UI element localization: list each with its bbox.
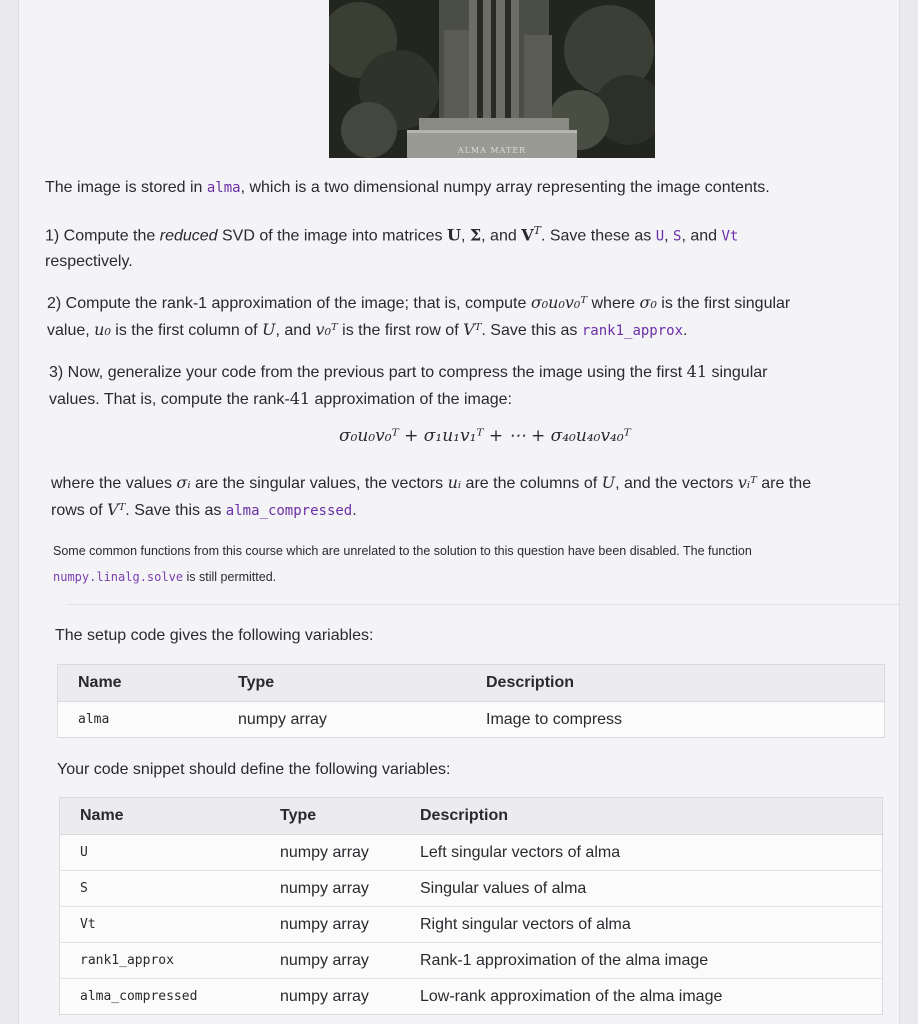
var-description: Image to compress — [486, 710, 623, 728]
define-heading: Your code snippet should define the following variables: — [57, 761, 451, 778]
var-type: numpy array — [260, 835, 400, 871]
var-type: numpy array — [260, 871, 400, 907]
problem-page — [18, 0, 900, 1024]
photo-caption: ALMA MATER — [457, 146, 527, 155]
col-header-description: Description — [400, 798, 883, 835]
var-name: Vt — [60, 907, 261, 943]
section-divider — [67, 604, 899, 605]
table-row — [60, 907, 883, 943]
var-type: numpy array — [260, 907, 400, 943]
code-alma: alma — [206, 180, 241, 196]
var-name: S — [60, 871, 261, 907]
table-row — [58, 702, 885, 738]
var-description: Singular values of alma — [400, 871, 883, 907]
disabled-functions-note: Some common functions from this course which are unrelated to the solution to this question have been disabled. The function numpy.linalg.solve is still permitted. — [53, 544, 752, 584]
code-alma-compressed: alma_compressed — [225, 503, 353, 519]
where-paragraph: where the values σᵢ are the singular values, the vectors uᵢ are the columns of U, and the vectors vᵢᵀ are the rows of Vᵀ. Save this as alma_compressed. — [51, 473, 812, 519]
code-rank1-approx: rank1_approx — [581, 323, 684, 339]
var-type: numpy array — [260, 943, 400, 979]
step3-paragraph: 3) Now, generalize your code from the previous part to compress the image using the first 41 singular values. That is, compute the rank-41 approximation of the image: — [49, 362, 768, 408]
col-header-description: Description — [466, 665, 885, 702]
var-type: numpy array — [238, 710, 327, 728]
col-header-type: Type — [218, 665, 466, 702]
step1-paragraph: 1) Compute the reduced SVD of the image into matrices U, Σ, and $V^T$. Save these as U, S, and Vt respectively. — [45, 224, 739, 271]
var-description: Low-rank approximation of the alma image — [420, 987, 723, 1005]
table-row — [60, 979, 883, 1015]
setup-heading: The setup code gives the following variables: — [55, 627, 374, 644]
table-row — [60, 835, 883, 871]
table-row — [60, 943, 883, 979]
var-name: U — [60, 835, 261, 871]
var-name: alma — [78, 712, 110, 727]
col-header-type: Type — [260, 798, 400, 835]
col-header-name: Name — [58, 665, 219, 702]
var-name: alma_compressed — [80, 989, 198, 1004]
intro-paragraph: The image is stored in alma, which is a two dimensional numpy array representing the image contents. — [45, 179, 770, 196]
table-header-row — [60, 798, 883, 835]
var-description: Right singular vectors of alma — [400, 907, 883, 943]
var-name: rank1_approx — [60, 943, 261, 979]
table-header-row — [58, 665, 885, 702]
var-description: Left singular vectors of alma — [400, 835, 883, 871]
rank-41-equation: σ₀u₀v₀ᵀ + σ₁u₁v₁ᵀ + ⋯ + σ₄₀u₄₀v₄₀ᵀ — [339, 426, 631, 446]
var-type: numpy array — [280, 987, 369, 1005]
table-row — [60, 871, 883, 907]
code-numpy-linalg-solve: numpy.linalg.solve — [53, 570, 184, 584]
alma-mater-photo — [329, 0, 655, 158]
define-variables-table — [59, 797, 883, 1015]
setup-variables-table — [57, 664, 885, 738]
step2-paragraph: 2) Compute the rank-1 approximation of the image; that is, compute σ₀u₀v₀ᵀ where σ₀ is the first singular value, u₀ is the first column of U, and v₀ᵀ is the first row of Vᵀ. Save this as rank1_approx. — [47, 293, 791, 339]
col-header-name: Name — [60, 798, 261, 835]
var-description: Rank-1 approximation of the alma image — [400, 943, 883, 979]
